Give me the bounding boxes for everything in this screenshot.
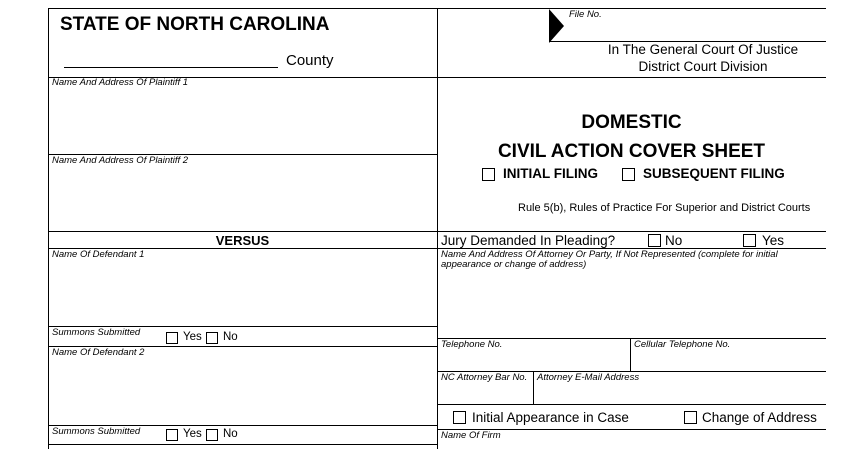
initial-appearance-checkbox[interactable] (453, 411, 466, 424)
attorney-label-line-1: Name And Address Of Attorney Or Party, If Not Represented (complete for initial (441, 249, 778, 260)
defendant-1-label: Name Of Defendant 1 (52, 249, 145, 260)
email-label: Attorney E-Mail Address (537, 372, 640, 383)
file-no-label: File No. (569, 9, 602, 20)
summons-2-yes-label: Yes (183, 428, 202, 440)
plaintiff-2-divider (48, 231, 826, 232)
bar-divider (437, 404, 826, 405)
form-title-line-2: CIVIL ACTION COVER SHEET (497, 141, 766, 162)
file-no-input[interactable] (569, 22, 823, 38)
email-input[interactable] (537, 387, 822, 401)
summons-1-yes-label: Yes (183, 331, 202, 343)
telephone-input[interactable] (441, 354, 626, 368)
plaintiff-2-field[interactable] (52, 168, 432, 228)
initial-filing-checkbox[interactable] (482, 168, 495, 181)
jury-no-checkbox[interactable] (648, 234, 661, 247)
main-column-divider (437, 77, 438, 449)
defendant-1-field[interactable] (52, 262, 432, 322)
summons-2-divider (48, 444, 437, 445)
state-title: STATE OF NORTH CAROLINA (60, 14, 330, 35)
summons-2-no-checkbox[interactable] (206, 429, 218, 441)
court-line-2: District Court Division (638, 59, 768, 74)
summons-1-yes-checkbox[interactable] (166, 332, 178, 344)
summons-2-yes-checkbox[interactable] (166, 429, 178, 441)
bar-email-divider (533, 371, 534, 404)
summons-1-label: Summons Submitted (52, 327, 141, 338)
subsequent-filing-label: SUBSEQUENT FILING (643, 166, 785, 181)
defendant-2-field[interactable] (52, 360, 432, 422)
telephone-cell-divider (630, 338, 631, 371)
summons-2-label: Summons Submitted (52, 426, 141, 437)
initial-filing-label: INITIAL FILING (503, 166, 598, 181)
cellular-input[interactable] (634, 354, 822, 368)
summons-1-no-checkbox[interactable] (206, 332, 218, 344)
firm-name-input[interactable] (441, 441, 821, 449)
plaintiff-1-field[interactable] (52, 90, 432, 150)
plaintiff-2-label: Name And Address Of Plaintiff 2 (52, 155, 189, 166)
county-underline (64, 67, 278, 68)
county-input[interactable] (64, 53, 278, 66)
change-address-label: Change of Address (702, 410, 817, 425)
jury-demanded-label: Jury Demanded In Pleading? (441, 233, 616, 248)
court-line-1: In The General Court Of Justice (607, 42, 799, 57)
telephone-label: Telephone No. (441, 339, 503, 350)
subsequent-filing-checkbox[interactable] (622, 168, 635, 181)
attorney-name-address-field[interactable] (441, 273, 821, 335)
jury-yes-label: Yes (762, 233, 785, 248)
file-no-arrow-icon (549, 9, 565, 43)
bar-number-input[interactable] (441, 387, 529, 401)
left-border (48, 8, 49, 449)
plaintiff-1-label: Name And Address Of Plaintiff 1 (52, 77, 189, 88)
initial-appearance-label: Initial Appearance in Case (472, 410, 629, 425)
jury-yes-checkbox[interactable] (743, 234, 756, 247)
bar-number-label: NC Attorney Bar No. (441, 372, 528, 383)
header-divider (437, 8, 438, 77)
defendant-2-label: Name Of Defendant 2 (52, 347, 145, 358)
versus-heading: VERSUS (215, 233, 270, 248)
change-address-checkbox[interactable] (684, 411, 697, 424)
cellular-label: Cellular Telephone No. (634, 339, 731, 350)
summons-1-no-label: No (223, 331, 238, 343)
form-title-line-1: DOMESTIC (581, 112, 682, 133)
county-label: County (286, 52, 334, 69)
rule-reference: Rule 5(b), Rules of Practice For Superior and District Courts (518, 202, 811, 214)
firm-name-label: Name Of Firm (441, 430, 501, 441)
attorney-label-line-2: appearance or change of address) (441, 259, 587, 270)
jury-no-label: No (665, 233, 683, 248)
summons-2-no-label: No (223, 428, 238, 440)
